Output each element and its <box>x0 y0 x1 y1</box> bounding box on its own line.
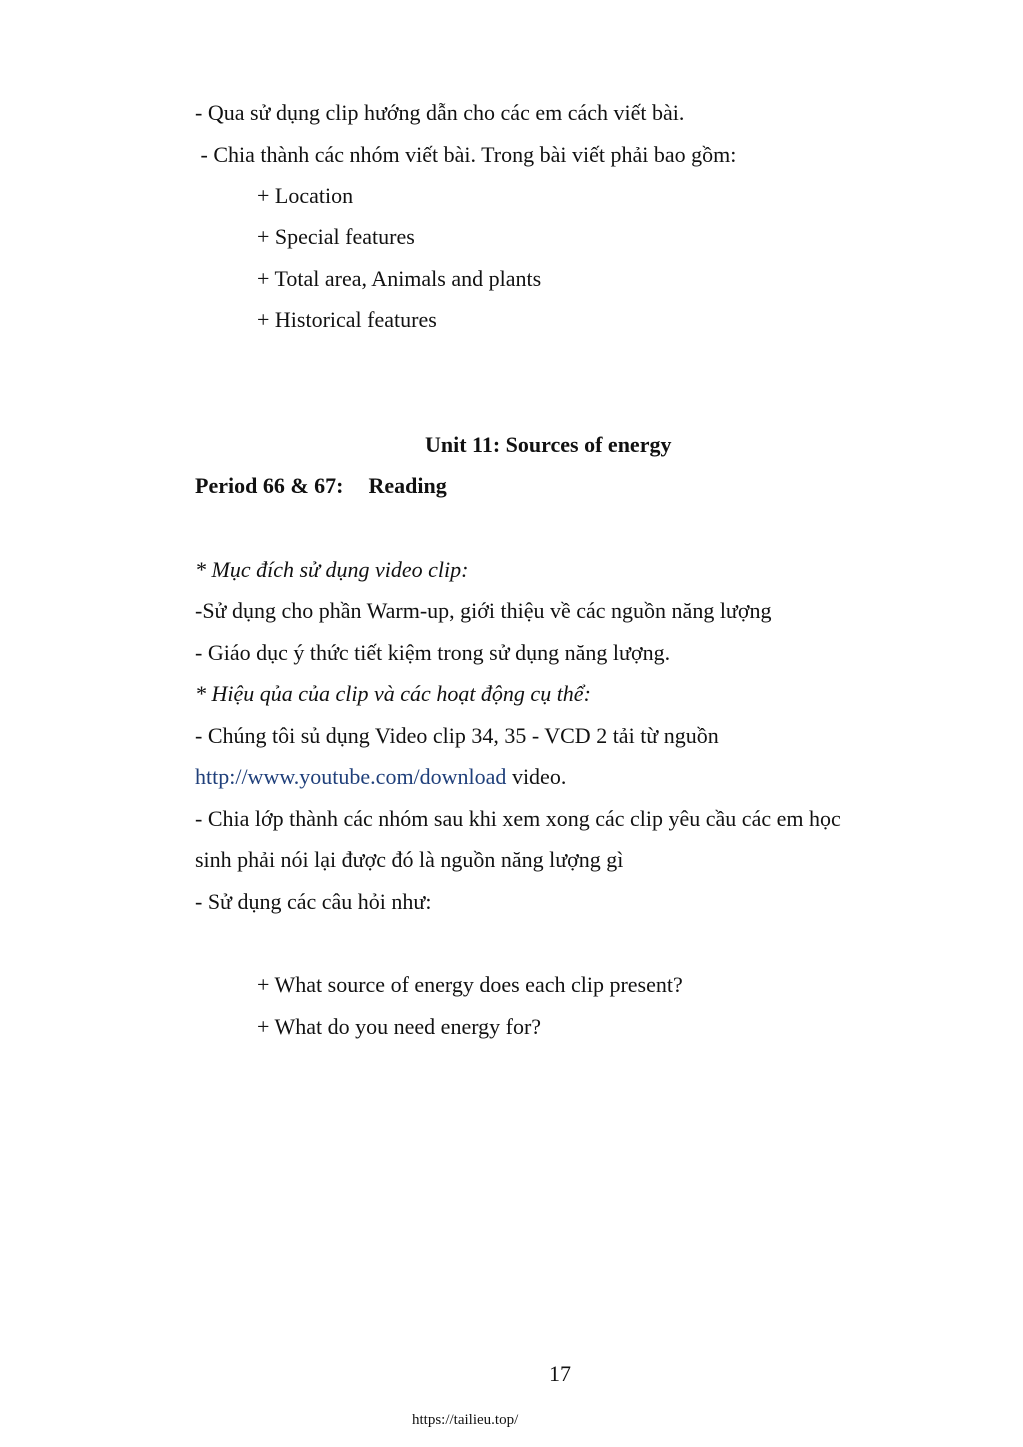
purpose-line-2: - Giáo dục ý thức tiết kiệm trong sử dụng năng lượng. <box>195 640 671 665</box>
page-number: 17 <box>549 1361 571 1386</box>
effect-line-1: - Chúng tôi sủ dụng Video clip 34, 35 - VCD 2 tải từ nguồn <box>195 723 719 748</box>
intro-line-1: - Qua sử dụng clip hướng dẫn cho các em cách viết bài. <box>195 100 685 125</box>
intro-item-historical-features: + Historical features <box>257 307 437 332</box>
question-1: + What source of energy does each clip present? <box>257 972 683 997</box>
intro-item-total-area: + Total area, Animals and plants <box>257 266 542 291</box>
footer-url[interactable]: https://tailieu.top/ <box>412 1412 519 1428</box>
effect-line-5: - Sử dụng các câu hỏi như: <box>195 889 432 914</box>
period-number: Period 66 & 67: <box>195 473 344 498</box>
purpose-line-1: -Sử dụng cho phần Warm-up, giới thiệu về các nguồn năng lượng <box>195 598 772 623</box>
effect-link-line <box>195 763 566 791</box>
period-topic: Reading <box>368 473 447 498</box>
intro-item-location: + Location <box>257 183 354 208</box>
effect-line-3: - Chia lớp thành các nhóm sau khi xem xong các clip yêu cầu các em học <box>195 806 841 831</box>
youtube-download-link[interactable]: http://www.youtube.com/download <box>195 764 507 789</box>
effect-heading: * Hiệu qủa của clip và các hoạt động cụ thể: <box>195 681 591 706</box>
period-heading <box>195 472 447 500</box>
question-2: + What do you need energy for? <box>257 1014 542 1039</box>
intro-line-2: - Chia thành các nhóm viết bài. Trong bài viết phải bao gồm: <box>195 142 737 167</box>
unit-title: Unit 11: Sources of energy <box>425 432 672 457</box>
effect-link-suffix: video. <box>506 764 567 789</box>
intro-item-special-features: + Special features <box>257 224 415 249</box>
effect-line-4: sinh phải nói lại được đó là nguồn năng lượng gì <box>195 847 624 872</box>
purpose-heading: * Mục đích sử dụng video clip: <box>195 557 469 582</box>
